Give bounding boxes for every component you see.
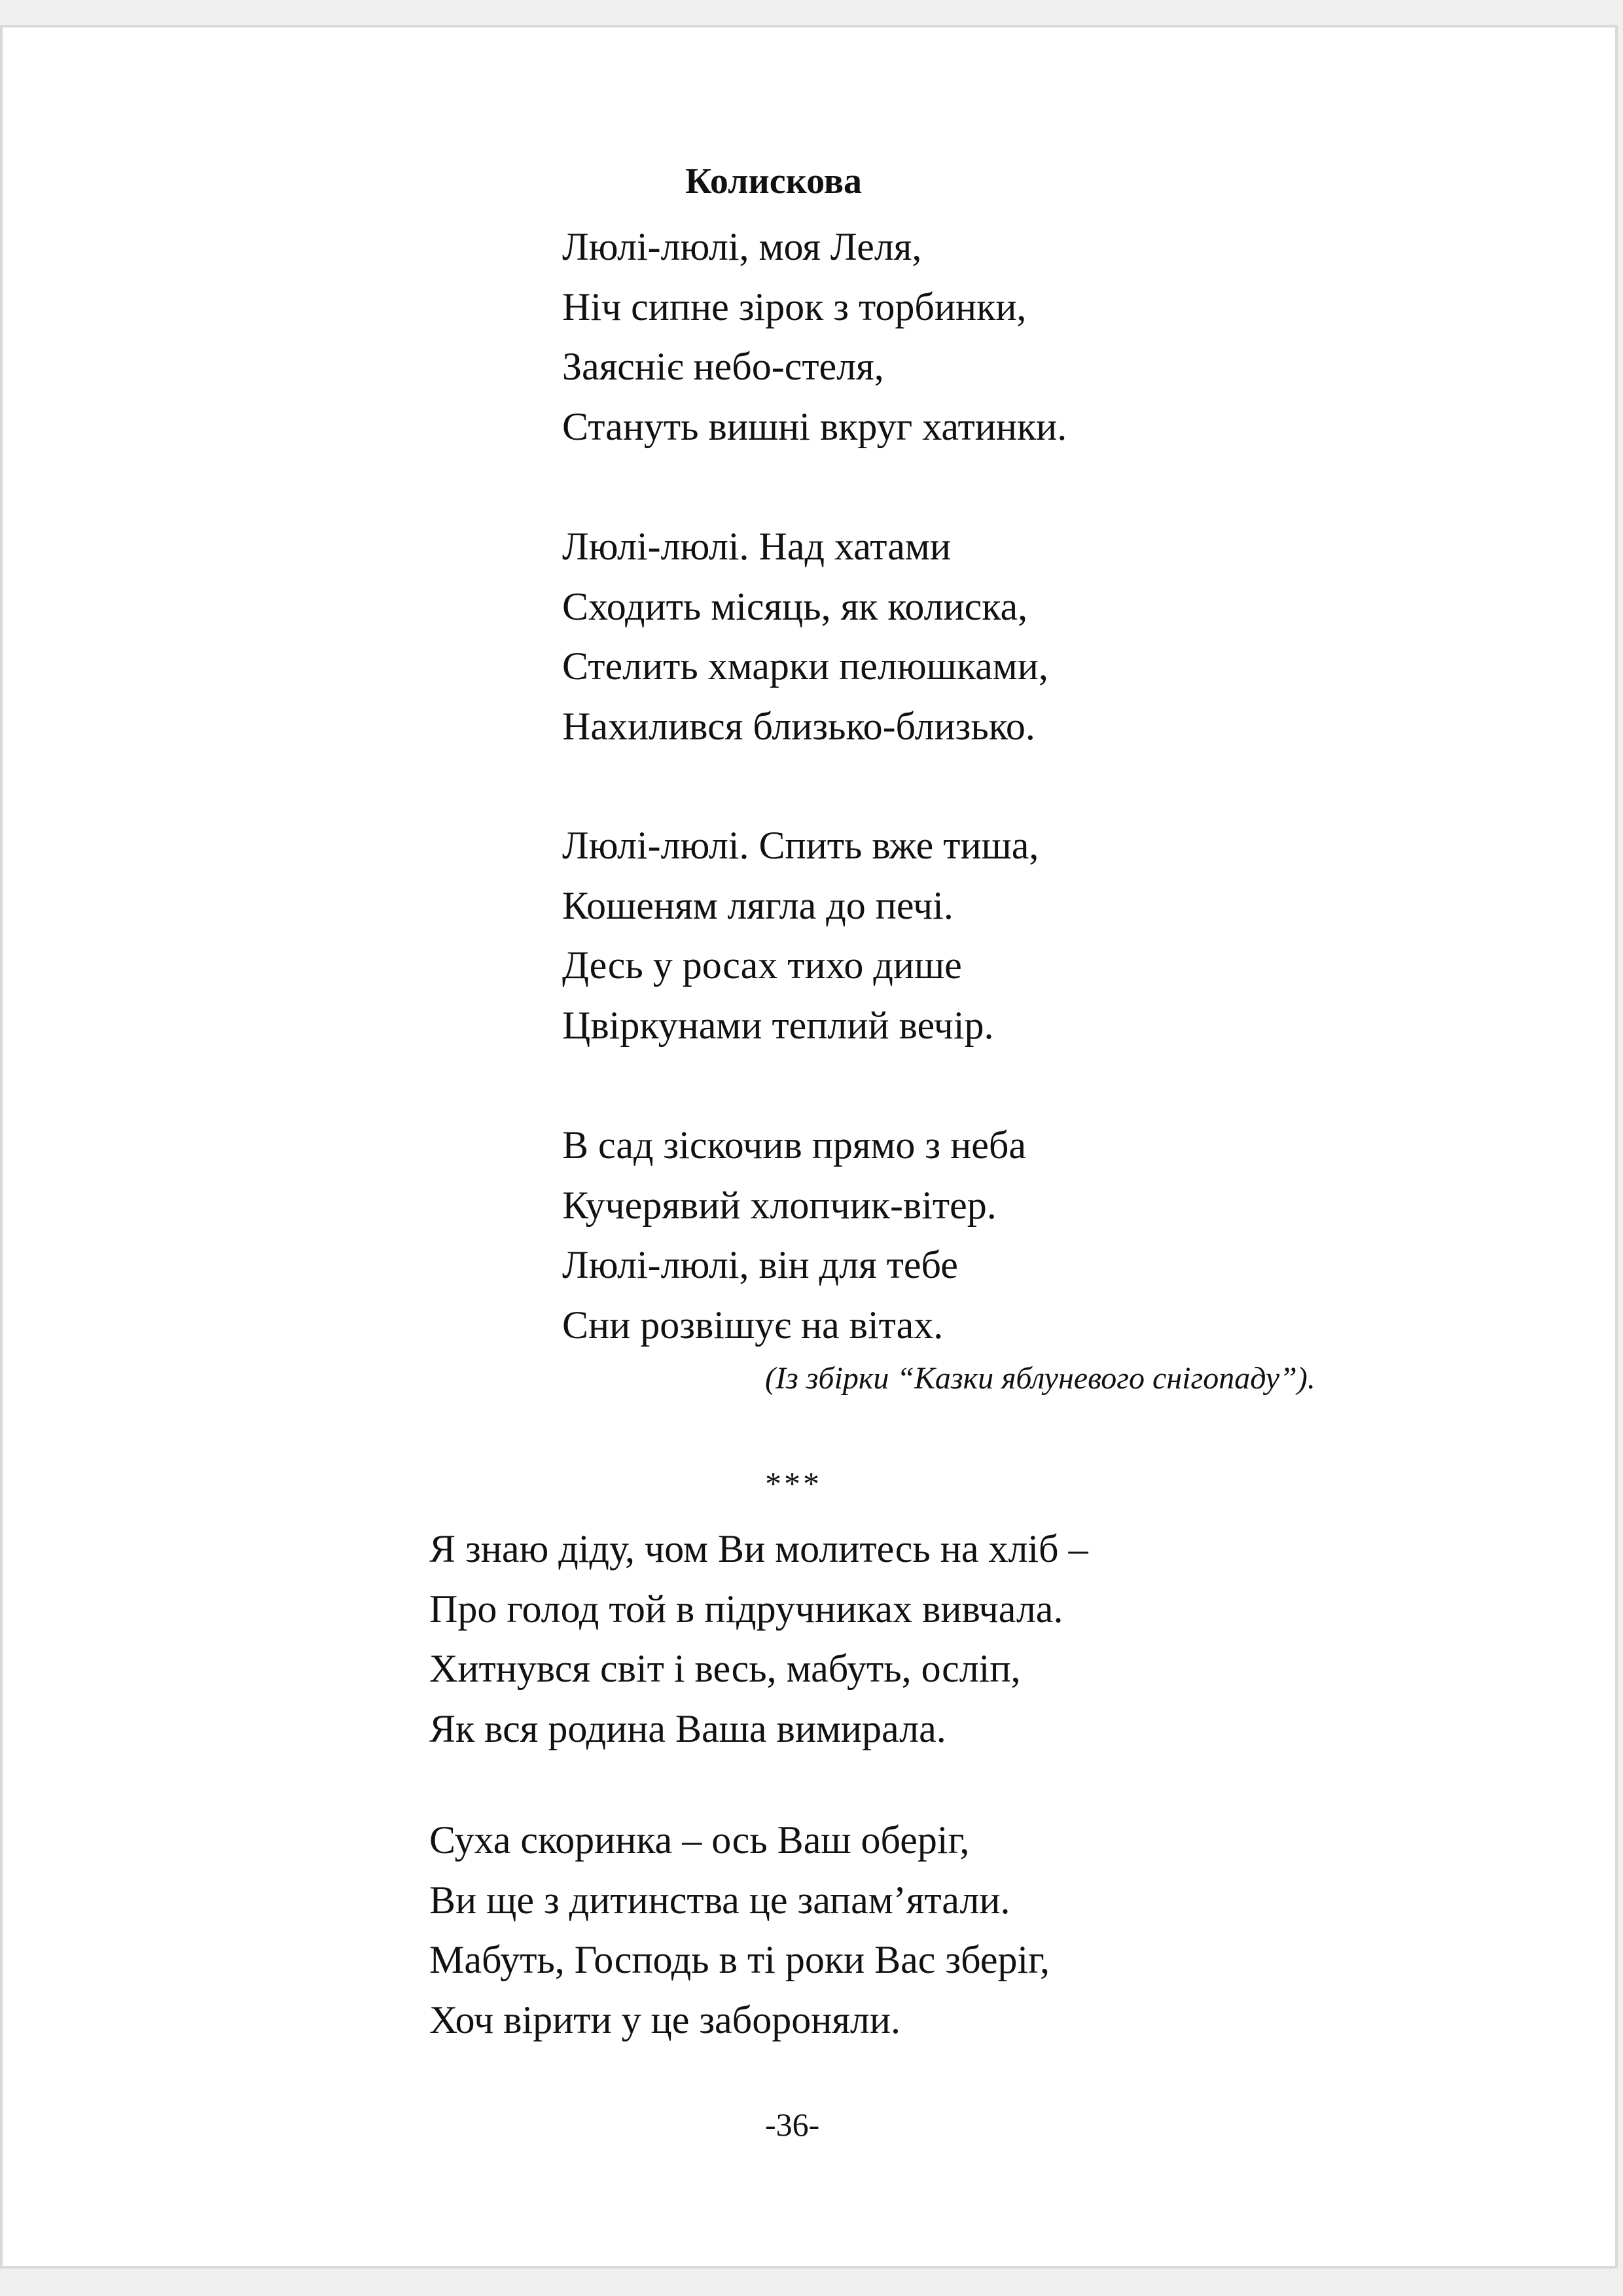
- page-number: -36-: [765, 2106, 820, 2143]
- verse-line: Люлі-люлі. Над хатами: [562, 525, 951, 568]
- document-page: [0, 25, 1618, 2269]
- section-separator: ***: [765, 1465, 822, 1502]
- poem-stanza: [429, 1519, 1088, 1759]
- verse-line: Цвіркунами теплий вечір.: [562, 1003, 994, 1047]
- source-citation: (Із збірки “Казки яблуневого снігопаду”).: [765, 1361, 1315, 1396]
- verse-line: Про голод той в підручниках вивчала.: [429, 1587, 1063, 1631]
- verse-line: Нахилився близько-близько.: [562, 704, 1035, 748]
- verse-line: Суха скоринка – ось Ваш оберіг,: [429, 1818, 970, 1862]
- verse-line: Ніч сипне зірок з торбинки,: [562, 285, 1027, 328]
- verse-line: Хитнувся світ і весь, мабуть, осліп,: [429, 1647, 1021, 1690]
- verse-line: Ви ще з дитинства це запам’ятали.: [429, 1878, 1010, 1922]
- verse-line: Кучерявий хлопчик-вітер.: [562, 1183, 997, 1227]
- verse-line: Хоч вірити у це забороняли.: [429, 1998, 901, 2041]
- verse-line: Десь у росах тихо дише: [562, 944, 962, 987]
- verse-line: Люлі-люлі. Спить вже тиша,: [562, 824, 1039, 867]
- verse-line: Стелить хмарки пелюшками,: [562, 645, 1048, 688]
- verse-line: Люлі-люлі, моя Леля,: [562, 225, 922, 268]
- poem-stanza: [562, 1116, 1026, 1355]
- verse-line: Люлі-люлі, він для тебе: [562, 1243, 958, 1286]
- verse-line: Як вся родина Ваша вимирала.: [429, 1706, 946, 1750]
- verse-line: Мабуть, Господь в ті роки Вас зберіг,: [429, 1938, 1050, 1981]
- verse-line: Стануть вишні вкруг хатинки.: [562, 404, 1067, 448]
- poem-stanza: [562, 517, 1048, 756]
- verse-line: Заяснiє небо-стеля,: [562, 345, 884, 388]
- verse-line: В сад зіскочив прямо з неба: [562, 1123, 1026, 1167]
- verse-line: Кошеням лягла до печі.: [562, 883, 954, 927]
- verse-line: Я знаю діду, чом Ви молитесь на хліб –: [429, 1527, 1088, 1570]
- poem-stanza: [562, 816, 1039, 1055]
- poem-stanza: [429, 1810, 1050, 2050]
- poem-stanza: [562, 217, 1067, 457]
- verse-line: Сходить місяць, як колиска,: [562, 584, 1028, 628]
- verse-line: Сни розвішує на вітах.: [562, 1303, 944, 1347]
- poem-title: Колискова: [685, 161, 862, 202]
